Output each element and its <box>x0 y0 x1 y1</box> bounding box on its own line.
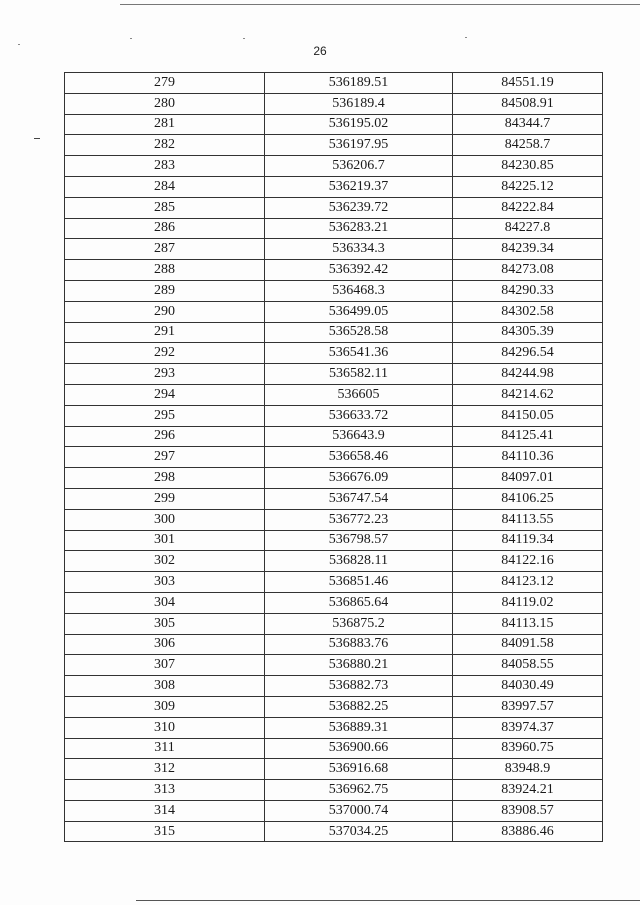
table-row <box>65 301 603 322</box>
point-number-cell: 307 <box>65 655 265 676</box>
y-coordinate-cell: 84344.7 <box>453 114 603 135</box>
y-coordinate-cell: 84150.05 <box>453 405 603 426</box>
table-row <box>65 73 603 94</box>
x-coordinate-cell: 536528.58 <box>265 322 453 343</box>
y-coordinate-cell: 84058.55 <box>453 655 603 676</box>
x-coordinate-cell: 536605 <box>265 384 453 405</box>
table-row <box>65 655 603 676</box>
y-coordinate-cell: 84244.98 <box>453 364 603 385</box>
point-number-cell: 312 <box>65 759 265 780</box>
y-coordinate-cell: 84030.49 <box>453 676 603 697</box>
x-coordinate-cell: 536499.05 <box>265 301 453 322</box>
scan-speck <box>465 37 467 38</box>
table-row <box>65 530 603 551</box>
table-row <box>65 218 603 239</box>
y-coordinate-cell: 83924.21 <box>453 780 603 801</box>
bottom-scan-rule <box>136 900 640 901</box>
table-row <box>65 156 603 177</box>
y-coordinate-cell: 83997.57 <box>453 696 603 717</box>
y-coordinate-cell: 84106.25 <box>453 488 603 509</box>
y-coordinate-cell: 83886.46 <box>453 821 603 842</box>
x-coordinate-cell: 536865.64 <box>265 592 453 613</box>
x-coordinate-cell: 536334.3 <box>265 239 453 260</box>
y-coordinate-cell: 84258.7 <box>453 135 603 156</box>
x-coordinate-cell: 536916.68 <box>265 759 453 780</box>
y-coordinate-cell: 84119.34 <box>453 530 603 551</box>
x-coordinate-cell: 536633.72 <box>265 405 453 426</box>
table-row <box>65 634 603 655</box>
x-coordinate-cell: 536206.7 <box>265 156 453 177</box>
y-coordinate-cell: 84230.85 <box>453 156 603 177</box>
x-coordinate-cell: 536283.21 <box>265 218 453 239</box>
table-row <box>65 676 603 697</box>
top-scan-rule <box>120 4 640 5</box>
coordinate-table <box>64 72 603 842</box>
table-row <box>65 759 603 780</box>
x-coordinate-cell: 536772.23 <box>265 509 453 530</box>
x-coordinate-cell: 536468.3 <box>265 280 453 301</box>
y-coordinate-cell: 84122.16 <box>453 551 603 572</box>
y-coordinate-cell: 84125.41 <box>453 426 603 447</box>
point-number-cell: 304 <box>65 592 265 613</box>
point-number-cell: 297 <box>65 447 265 468</box>
y-coordinate-cell: 84302.58 <box>453 301 603 322</box>
point-number-cell: 296 <box>65 426 265 447</box>
x-coordinate-cell: 536962.75 <box>265 780 453 801</box>
table-row <box>65 509 603 530</box>
point-number-cell: 305 <box>65 613 265 634</box>
table-row <box>65 468 603 489</box>
point-number-cell: 311 <box>65 738 265 759</box>
x-coordinate-cell: 536541.36 <box>265 343 453 364</box>
table-row <box>65 592 603 613</box>
point-number-cell: 280 <box>65 93 265 114</box>
table-row <box>65 426 603 447</box>
table-row <box>65 114 603 135</box>
table-row <box>65 613 603 634</box>
x-coordinate-cell: 536880.21 <box>265 655 453 676</box>
point-number-cell: 287 <box>65 239 265 260</box>
table-row <box>65 343 603 364</box>
point-number-cell: 313 <box>65 780 265 801</box>
table-row <box>65 280 603 301</box>
y-coordinate-cell: 84290.33 <box>453 280 603 301</box>
coordinate-table-body <box>65 73 603 842</box>
point-number-cell: 292 <box>65 343 265 364</box>
y-coordinate-cell: 84119.02 <box>453 592 603 613</box>
point-number-cell: 282 <box>65 135 265 156</box>
point-number-cell: 306 <box>65 634 265 655</box>
point-number-cell: 294 <box>65 384 265 405</box>
y-coordinate-cell: 84508.91 <box>453 93 603 114</box>
point-number-cell: 302 <box>65 551 265 572</box>
table-row <box>65 696 603 717</box>
x-coordinate-cell: 536798.57 <box>265 530 453 551</box>
point-number-cell: 309 <box>65 696 265 717</box>
x-coordinate-cell: 536582.11 <box>265 364 453 385</box>
x-coordinate-cell: 536900.66 <box>265 738 453 759</box>
y-coordinate-cell: 84227.8 <box>453 218 603 239</box>
point-number-cell: 281 <box>65 114 265 135</box>
point-number-cell: 279 <box>65 73 265 94</box>
table-row <box>65 322 603 343</box>
x-coordinate-cell: 536189.51 <box>265 73 453 94</box>
x-coordinate-cell: 536828.11 <box>265 551 453 572</box>
x-coordinate-cell: 536883.76 <box>265 634 453 655</box>
point-number-cell: 310 <box>65 717 265 738</box>
y-coordinate-cell: 83960.75 <box>453 738 603 759</box>
x-coordinate-cell: 536658.46 <box>265 447 453 468</box>
y-coordinate-cell: 83948.9 <box>453 759 603 780</box>
x-coordinate-cell: 536889.31 <box>265 717 453 738</box>
table-row <box>65 738 603 759</box>
point-number-cell: 284 <box>65 176 265 197</box>
table-row <box>65 239 603 260</box>
margin-mark <box>34 138 40 139</box>
point-number-cell: 289 <box>65 280 265 301</box>
table-row <box>65 135 603 156</box>
y-coordinate-cell: 83974.37 <box>453 717 603 738</box>
point-number-cell: 314 <box>65 800 265 821</box>
point-number-cell: 300 <box>65 509 265 530</box>
scan-speck <box>130 38 132 39</box>
x-coordinate-cell: 536643.9 <box>265 426 453 447</box>
y-coordinate-cell: 84091.58 <box>453 634 603 655</box>
table-row <box>65 780 603 801</box>
x-coordinate-cell: 536676.09 <box>265 468 453 489</box>
x-coordinate-cell: 536882.25 <box>265 696 453 717</box>
table-row <box>65 551 603 572</box>
x-coordinate-cell: 536197.95 <box>265 135 453 156</box>
y-coordinate-cell: 83908.57 <box>453 800 603 821</box>
point-number-cell: 298 <box>65 468 265 489</box>
scan-speck <box>243 38 245 39</box>
table-row <box>65 384 603 405</box>
page-number: 26 <box>313 44 327 58</box>
y-coordinate-cell: 84305.39 <box>453 322 603 343</box>
y-coordinate-cell: 84113.55 <box>453 509 603 530</box>
x-coordinate-cell: 536189.4 <box>265 93 453 114</box>
y-coordinate-cell: 84273.08 <box>453 260 603 281</box>
point-number-cell: 299 <box>65 488 265 509</box>
x-coordinate-cell: 536875.2 <box>265 613 453 634</box>
x-coordinate-cell: 536747.54 <box>265 488 453 509</box>
y-coordinate-cell: 84296.54 <box>453 343 603 364</box>
table-row <box>65 488 603 509</box>
point-number-cell: 315 <box>65 821 265 842</box>
y-coordinate-cell: 84097.01 <box>453 468 603 489</box>
table-row <box>65 176 603 197</box>
table-row <box>65 405 603 426</box>
table-row <box>65 447 603 468</box>
x-coordinate-cell: 536851.46 <box>265 572 453 593</box>
x-coordinate-cell: 536882.73 <box>265 676 453 697</box>
point-number-cell: 290 <box>65 301 265 322</box>
y-coordinate-cell: 84239.34 <box>453 239 603 260</box>
y-coordinate-cell: 84123.12 <box>453 572 603 593</box>
table-row <box>65 260 603 281</box>
x-coordinate-cell: 536239.72 <box>265 197 453 218</box>
point-number-cell: 286 <box>65 218 265 239</box>
table-row <box>65 800 603 821</box>
y-coordinate-cell: 84110.36 <box>453 447 603 468</box>
point-number-cell: 288 <box>65 260 265 281</box>
table-row <box>65 364 603 385</box>
table-row <box>65 572 603 593</box>
x-coordinate-cell: 536219.37 <box>265 176 453 197</box>
y-coordinate-cell: 84225.12 <box>453 176 603 197</box>
point-number-cell: 303 <box>65 572 265 593</box>
x-coordinate-cell: 537034.25 <box>265 821 453 842</box>
point-number-cell: 291 <box>65 322 265 343</box>
y-coordinate-cell: 84551.19 <box>453 73 603 94</box>
table-row <box>65 821 603 842</box>
point-number-cell: 301 <box>65 530 265 551</box>
point-number-cell: 293 <box>65 364 265 385</box>
point-number-cell: 285 <box>65 197 265 218</box>
y-coordinate-cell: 84113.15 <box>453 613 603 634</box>
x-coordinate-cell: 537000.74 <box>265 800 453 821</box>
point-number-cell: 308 <box>65 676 265 697</box>
y-coordinate-cell: 84222.84 <box>453 197 603 218</box>
x-coordinate-cell: 536195.02 <box>265 114 453 135</box>
table-row <box>65 93 603 114</box>
table-row <box>65 197 603 218</box>
y-coordinate-cell: 84214.62 <box>453 384 603 405</box>
point-number-cell: 295 <box>65 405 265 426</box>
table-row <box>65 717 603 738</box>
x-coordinate-cell: 536392.42 <box>265 260 453 281</box>
point-number-cell: 283 <box>65 156 265 177</box>
